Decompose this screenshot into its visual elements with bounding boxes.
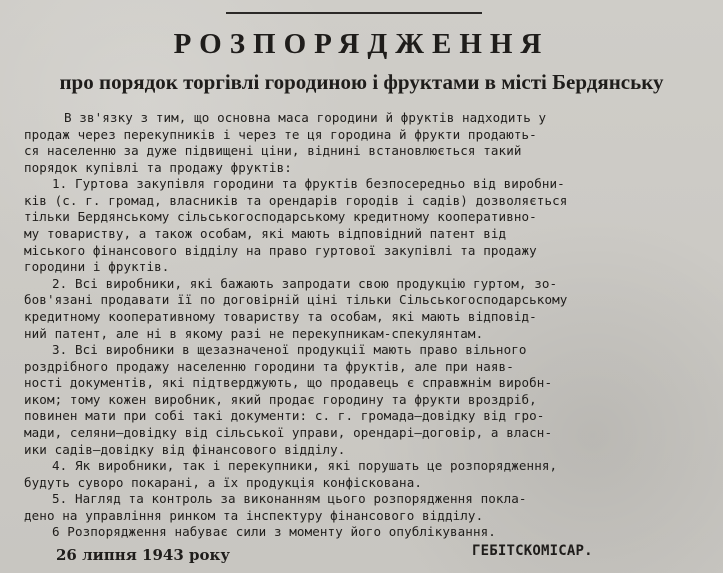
body-line: 2. Всі виробники, які бажають запродати свою продукцію гуртом, зо-: [52, 275, 558, 291]
top-rule: [226, 12, 482, 14]
document-body: [24, 110, 700, 541]
body-line: ся населенню за дуже підвищені ціни, віднині встановлюється такий: [24, 143, 522, 159]
body-line: В зв'язку з тим, що основна маса городини й фруктів надходить у: [64, 110, 547, 125]
body-line: 3. Всі виробники в щезазначеної продукції мають право вільного: [52, 342, 527, 358]
document-title: РОЗПОРЯДЖЕННЯ: [173, 28, 550, 60]
body-line: 1. Гуртова закупівля городини та фруктів безпосередньо від виробни-: [52, 176, 565, 192]
body-line: тільки Бердянському сільськогосподарському кредитному кооперативно-: [24, 209, 537, 225]
body-line: роздрібного продажу населенню городини та фруктів, але при наяв-: [24, 358, 514, 374]
body-line: ний патент, але ні в якому разі не перекупникам-спекулянтам.: [24, 325, 484, 341]
body-line: бов'язані продавати її по договірній ціні тільки Сільськогосподарському: [24, 292, 568, 308]
body-line: 6 Розпорядження набуває сили з моменту його опублікування.: [52, 524, 496, 540]
document-signature: ГЕБІТСКОМІСАР.: [472, 543, 593, 559]
body-line: мади, селяни—довідку від сільської управи, орендарі—договір, а власн-: [24, 424, 553, 440]
body-line: порядок купівлі та продажу фруктів:: [24, 159, 292, 175]
body-line: ків (с. г. громад, власників та орендарів городів і садів) дозволяється: [24, 192, 568, 208]
body-line: 4. Як виробники, так і перекупники, які порушать це розпорядження,: [52, 458, 558, 474]
document-date: 26 липня 1943 року: [56, 546, 230, 564]
body-line: дено на управління ринком та інспектуру фінансового відділу.: [24, 507, 484, 523]
body-line: ності документів, які підтверджують, що продавець є справжнім виробн-: [24, 375, 553, 391]
body-line: иком; тому кожен виробник, який продає городину та фрукти вроздріб,: [24, 391, 537, 407]
body-line: міського фінансового відділу на право гуртової закупівлі та продажу: [24, 242, 537, 258]
body-line: му товариству, а також особам, які мають відповідний патент від: [24, 226, 507, 242]
body-line: будуть суворо покарані, а їх продукція конфіскована.: [24, 474, 423, 490]
body-line: городини і фруктів.: [24, 259, 170, 275]
document-subtitle: про порядок торгівлі городиною і фруктами в місті Бердянську: [59, 70, 664, 94]
body-line: кредитному кооперативному товариству та особам, які мають відповід-: [24, 308, 537, 324]
body-line: повинен мати при собі такі документи: с. г. громада—довідку від гро-: [24, 408, 545, 424]
body-line: ики садів—довідку від фінансового відділу.: [24, 441, 346, 457]
body-line: продаж через перекупників і через те ця городина й фрукти продають-: [24, 126, 537, 142]
body-line: 5. Нагляд та контроль за виконанням цього розпорядження покла-: [52, 491, 527, 507]
